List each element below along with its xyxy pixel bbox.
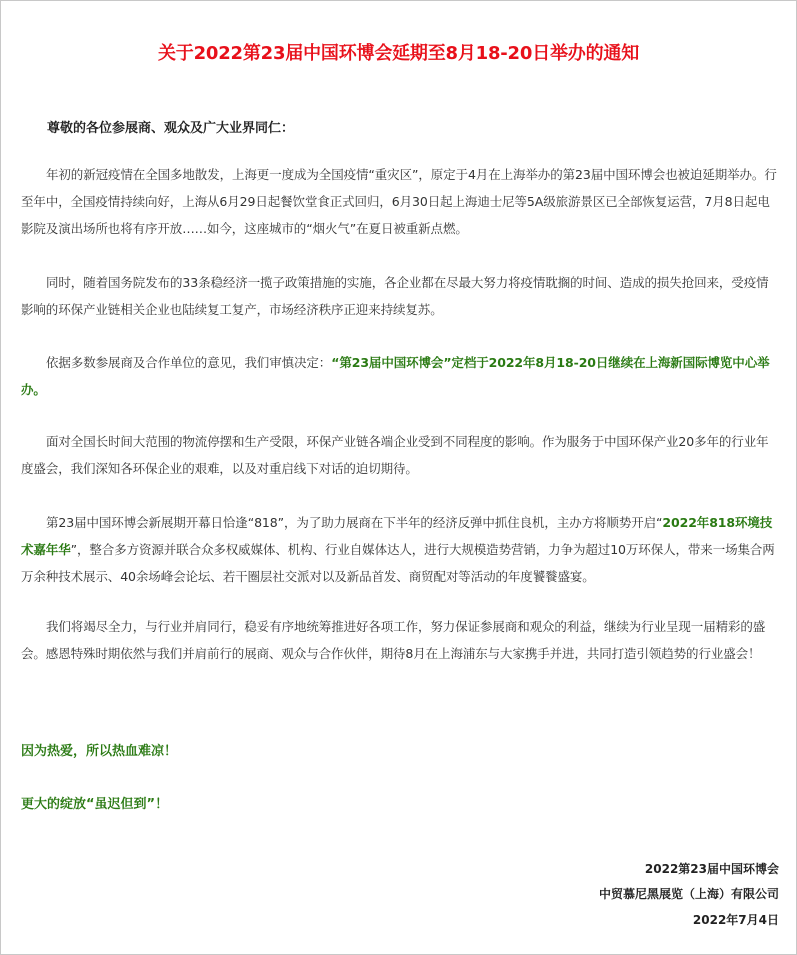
signature-company: 中贸慕尼黑展览（上海）有限公司 [598, 887, 779, 901]
signature-event: 2022第23届中国环博会 [644, 862, 779, 876]
paragraph-carnival [21, 509, 779, 590]
greeting: 尊敬的各位参展商、观众及广大业界同仁： [47, 121, 295, 136]
carnival-details: ”，整合多方资源并联合众多权威媒体、机构、行业自媒体达人，进行大规模造势营销，力争为超过10万环保人，带来一场集合两万余种技术展示、40余场峰会论坛、若干圈层社交派对以及新品首发、商贸配对等活动的年度饕餮盛宴。 [21, 542, 775, 584]
paragraph-postponement-background: 年初的新冠疫情在全国多地散发，上海更一度成为全国疫情“重灾区”，原定于4月在上海举办的第23届中国环博会也被迫延期举办。行至年中，全国疫情持续向好，上海从6月29日起餐饮堂食正式回归，6月30日起上海迪士尼等5A级旅游景区已全部恢复运营，7月8日起电影院及演出场所也将有序开放……如今，这座城市的“烟火气”在夏日被重新点燃。 [21, 167, 777, 236]
new-dates-intro: 依据多数参展商及合作单位的意见，我们审慎决定： [46, 355, 332, 370]
signature-date: 2022年7月4日 [692, 913, 779, 927]
slogan-passion: 因为热爱，所以热血难凉！ [21, 744, 178, 759]
paragraph-industry-impact: 面对全国长时间大范围的物流停摆和生产受限，环保产业链各端企业受到不同程度的影响。作为服务于中国环保产业20多年的行业年度盛会，我们深知各环保企业的艰难，以及对重启线下对话的迫切期待。 [21, 434, 769, 476]
paragraph-new-dates [21, 349, 779, 403]
paragraph-commitment: 我们将竭尽全力，与行业并肩同行，稳妥有序地统筹推进好各项工作，努力保证参展商和观众的利益，继续为行业呈现一届精彩的盛会。感恩特殊时期依然与我们并肩前行的展商、观众与合作伙伴，期待8月在上海浦东与大家携手并进，共同打造引领趋势的行业盛会！ [21, 619, 766, 661]
page-title: 关于2022第23届中国环博会延期至8月18-20日举办的通知 [157, 43, 640, 64]
carnival-name: 2022年818环境技术嘉年华 [21, 515, 773, 557]
carnival-intro: 第23届中国环博会新展期开幕日恰逢“818”，为了助力展商在下半年的经济反弹中抓住良机，主办方将顺势开启“ [46, 515, 663, 530]
slogan-bloom: 更大的绽放“虽迟但到”！ [21, 797, 169, 812]
paragraph-economic-recovery: 同时，随着国务院发布的33条稳经济一揽子政策措施的实施，各企业都在尽最大努力将疫情耽搁的时间、造成的损失抢回来，受疫情影响的环保产业链相关企业也陆续复工复产，市场经济秩序正迎来持续复苏。 [21, 275, 769, 317]
new-dates-announcement: “第23届中国环博会”定档于2022年8月18-20日继续在上海新国际博览中心举办。 [21, 355, 770, 397]
